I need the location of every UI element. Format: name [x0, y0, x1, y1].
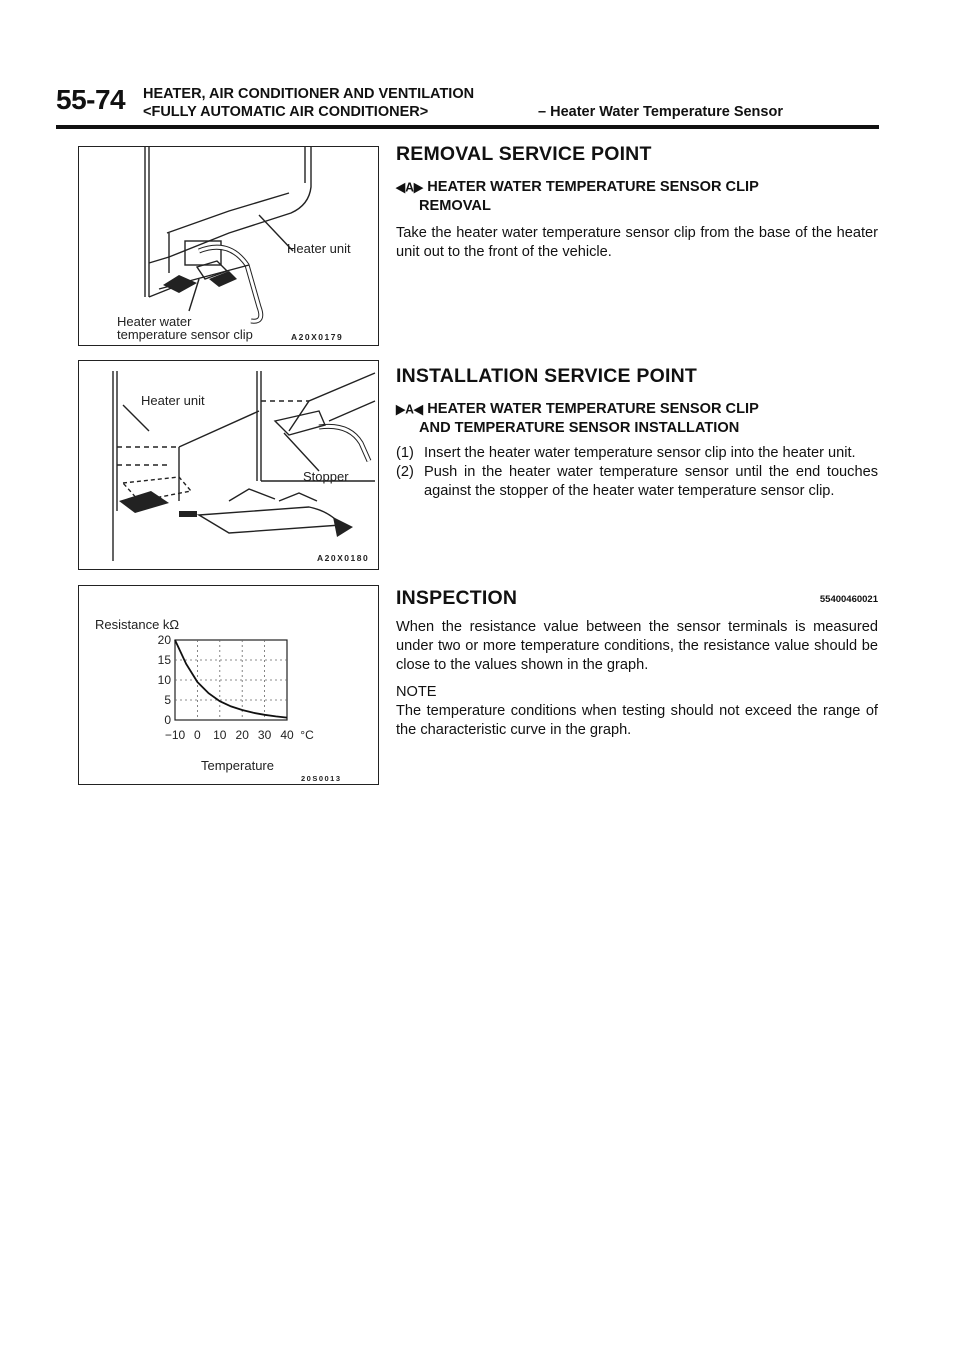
installation-title: INSTALLATION SERVICE POINT: [396, 365, 697, 387]
removal-section: [396, 143, 878, 262]
chart-x-tick-label: 30: [257, 728, 272, 742]
inspection-text: When the resistance value between the sensor terminals is measured under two or more temperature conditions, the resistance value should be close to the values shown in the graph.: [396, 619, 878, 673]
installation-step: [396, 463, 878, 501]
chart-y-tick-label: 15: [157, 653, 171, 667]
clip-stopper-illustration: [79, 361, 379, 570]
inspection-title: INSPECTION: [396, 587, 518, 609]
figure-code: A20X0180: [317, 553, 370, 563]
resistance-chart: [79, 586, 379, 785]
label-stopper: Stopper: [303, 469, 349, 484]
chart-x-tick-label: 20: [235, 728, 249, 742]
label-sensor-clip-1: Heater water: [117, 314, 192, 329]
header-topic: – Heater Water Temperature Sensor: [538, 104, 783, 120]
label-heater-unit: Heater unit: [141, 393, 205, 408]
chart-x-unit: °C: [300, 728, 314, 742]
label-heater-unit: Heater unit: [287, 241, 351, 256]
label-sensor-clip-2: temperature sensor clip: [117, 327, 253, 342]
page-number: 55-74: [56, 84, 126, 115]
note-title: NOTE: [396, 684, 437, 700]
header-section-title: HEATER, AIR CONDITIONER AND VENTILATION: [143, 86, 475, 102]
step-text: Insert the heater water temperature sensor clip into the heater unit.: [424, 445, 856, 461]
installation-tag: ▶A◀: [396, 401, 424, 417]
chart-y-tick-label: 5: [164, 693, 171, 707]
figure-clip-installation: [78, 360, 379, 570]
chart-y-tick-label: 20: [157, 633, 171, 647]
installation-subtitle-1: HEATER WATER TEMPERATURE SENSOR CLIP: [427, 401, 759, 417]
note-text: The temperature conditions when testing should not exceed the range of the characteristic curve in the graph.: [396, 703, 878, 738]
step-number: (2): [396, 464, 414, 480]
step-number: (1): [396, 445, 414, 461]
chart-series-line: [175, 640, 287, 718]
figure-resistance-graph: [78, 585, 379, 785]
removal-title: REMOVAL SERVICE POINT: [396, 143, 652, 165]
chart-x-tick-label: −10: [164, 728, 186, 742]
step-text: Push in the heater water temperature sensor until the end touches against the stopper of the heater water temperature sensor clip.: [424, 464, 878, 499]
chart-x-tick-label: 40: [280, 728, 294, 742]
header-section-subtitle: <FULLY AUTOMATIC AIR CONDITIONER>: [143, 104, 429, 120]
figure-code: A20X0179: [291, 332, 344, 342]
removal-subtitle-2: REMOVAL: [419, 198, 491, 214]
chart-x-tick-label: 0: [194, 728, 201, 742]
header-rule: [56, 125, 879, 129]
installation-subtitle-2: AND TEMPERATURE SENSOR INSTALLATION: [419, 420, 740, 436]
figure-clip-removal: [78, 146, 379, 346]
inspection-code: 55400460021: [819, 594, 878, 605]
chart-x-tick-label: 10: [213, 728, 227, 742]
chart-y-tick-label: 10: [157, 673, 171, 687]
removal-subtitle-1: HEATER WATER TEMPERATURE SENSOR CLIP: [427, 179, 759, 195]
installation-section: [396, 365, 878, 501]
figure-code: 20S0013: [301, 774, 342, 783]
installation-step: [396, 444, 878, 463]
chart-ylabel: Resistance kΩ: [95, 617, 180, 632]
removal-tag: ◀A▶: [396, 179, 424, 195]
chart-xlabel: Temperature: [201, 758, 274, 773]
removal-text: Take the heater water temperature sensor clip from the base of the heater unit out to the front of the vehicle.: [396, 225, 878, 260]
chart-y-tick-label: 0: [164, 713, 171, 727]
inspection-section: [396, 587, 878, 740]
